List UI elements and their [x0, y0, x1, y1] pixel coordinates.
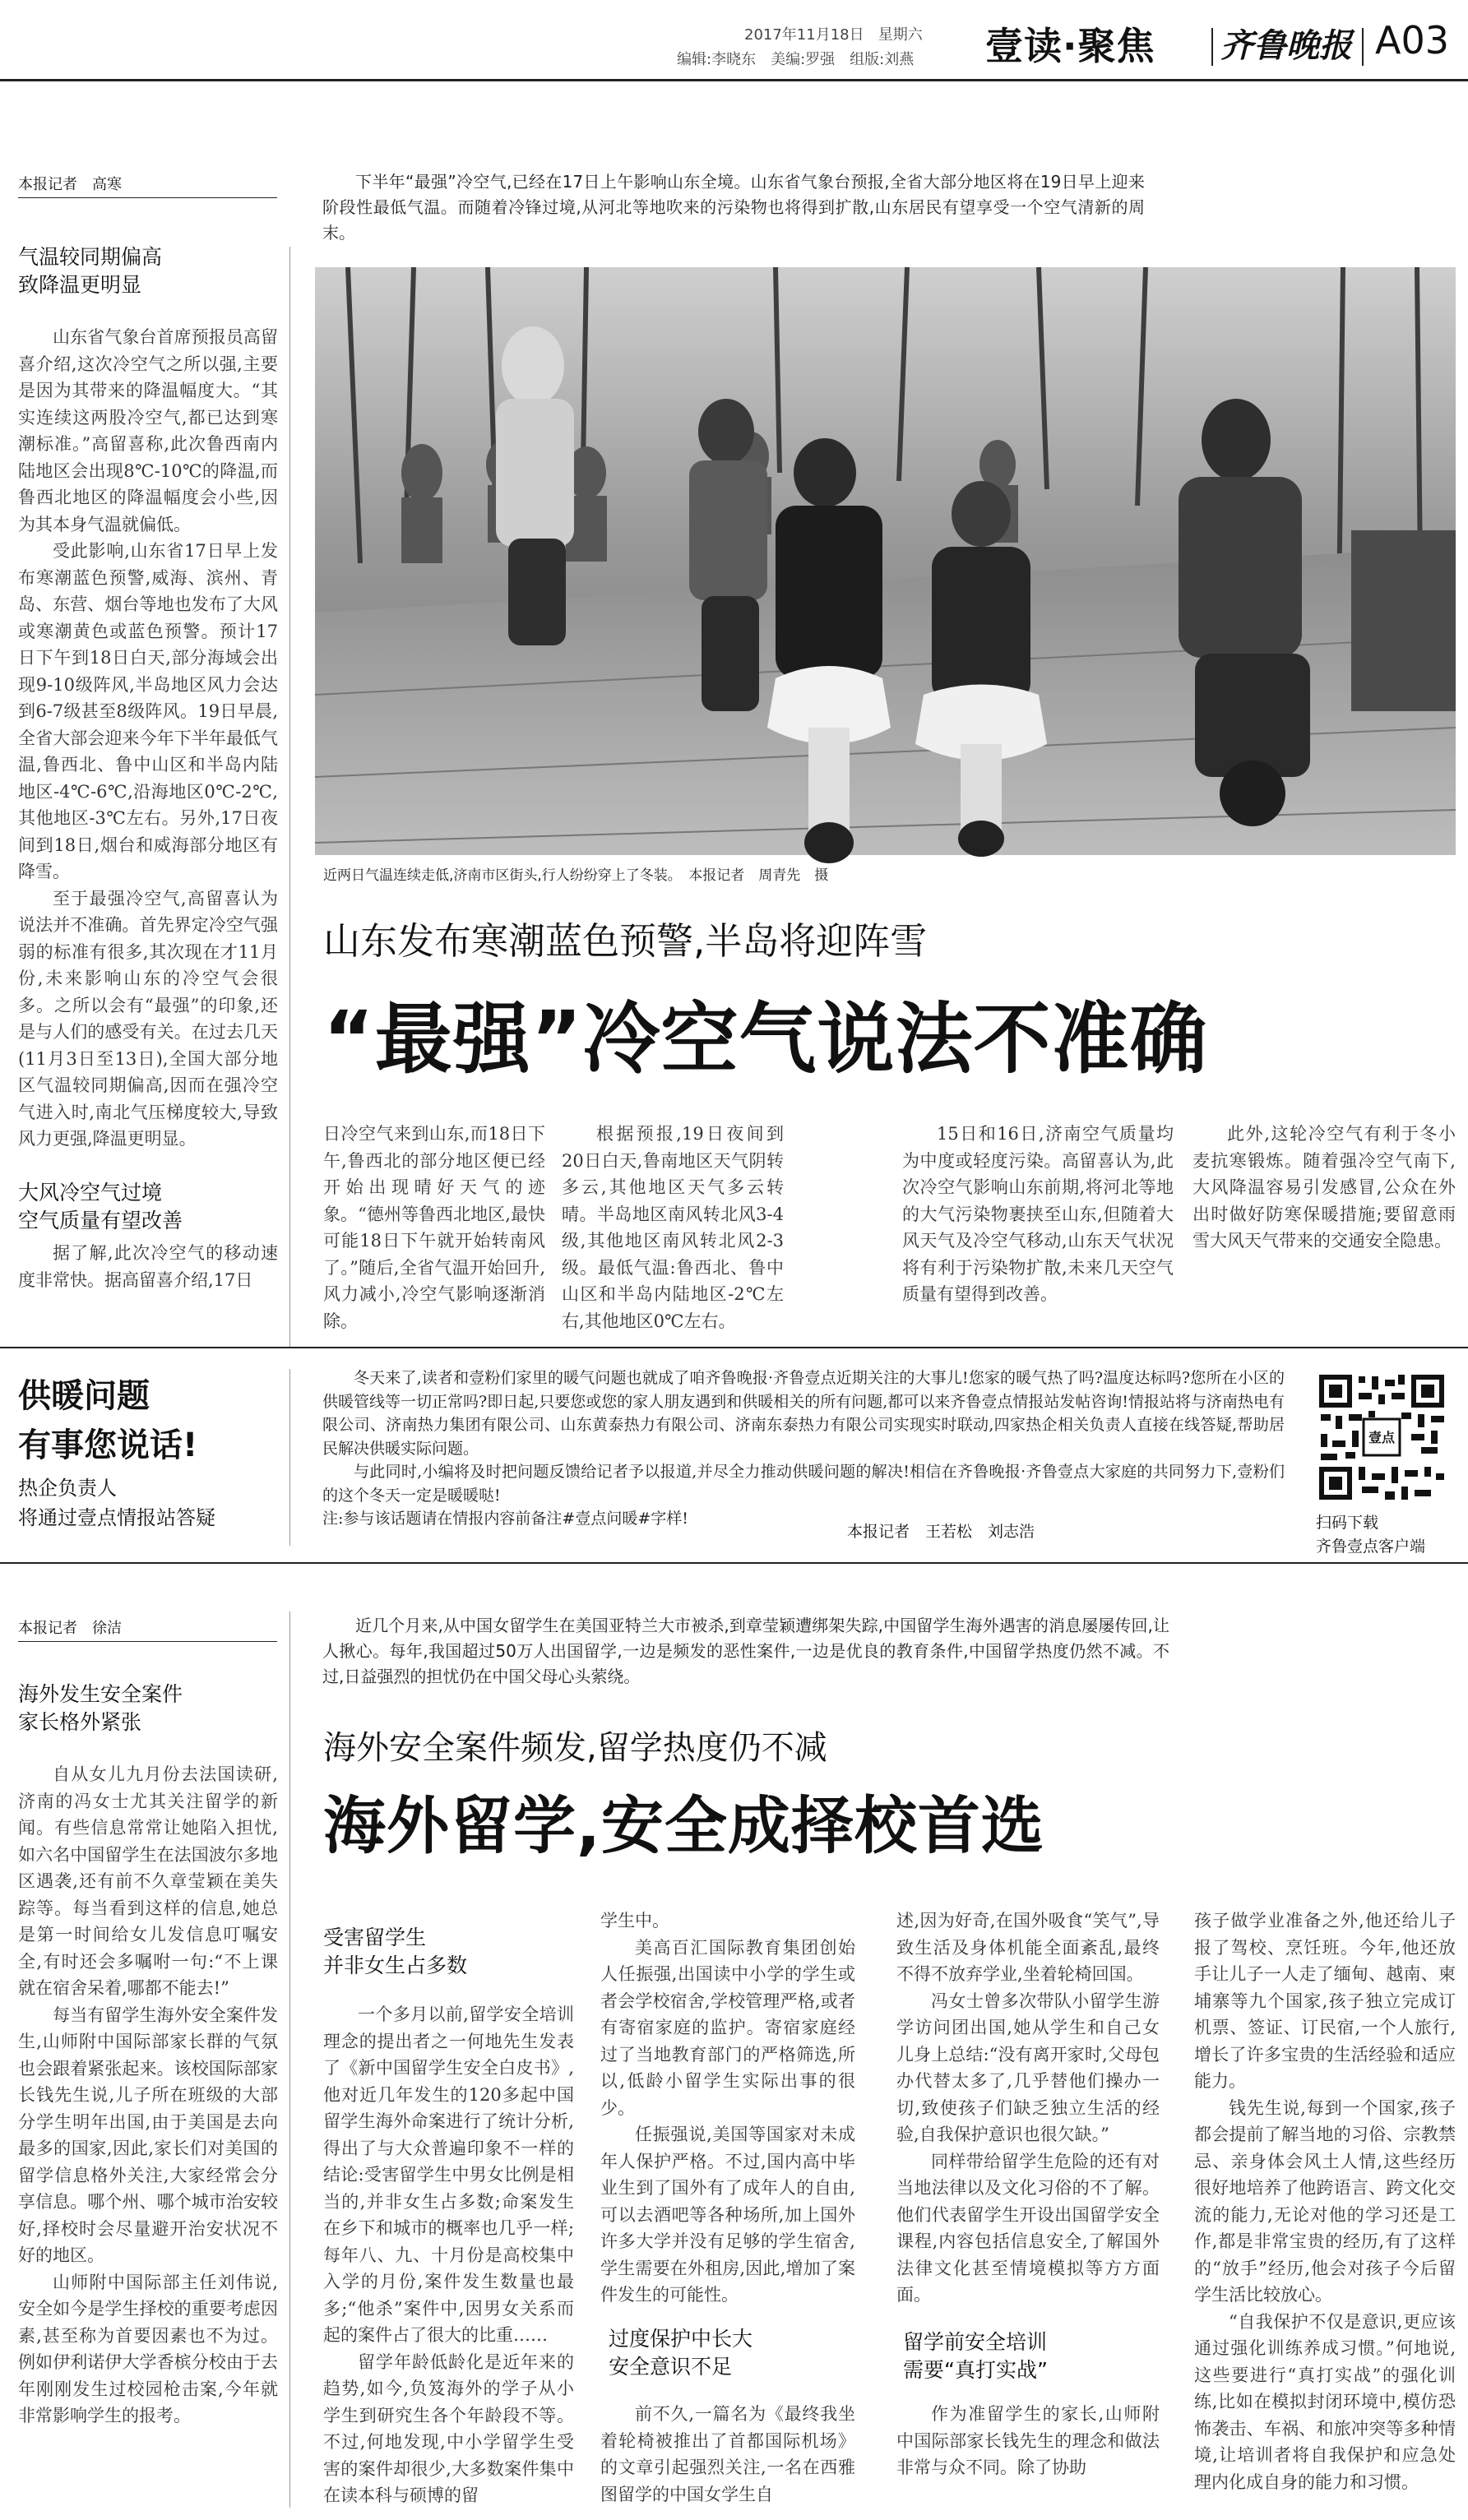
story2-col2: 一个多月以前,留学安全培训理念的提出者之一何地先生发表了《新中国留学生安全白皮书》,他对近几年发生的120多起中国留学生海外命案进行了统计分析,得出了与大众普遍印象不一样的结论:受害留学生中男女比例是相当的,并非女生占多数;命案发生在乡下和城市的概率也几乎一样;每年八、九、十月份是高校集中入学的月份,案件发生数量也最多;“他杀”案件中,因男女关系而起的案件占了很大的比重…… 留学年龄低龄化是近年来的趋势,如今,负笈海外的学子从小学生到研究生各个年龄段不等。不过,何地发现,中小学留学生受害的案件却很少,大多数案件集中在读本科与硕博的留: [323, 2004, 574, 2505]
story2-byline: 本报记者 徐洁: [18, 1620, 122, 1637]
story2-col3-subhead: 过度保护中长大 安全意识不足: [609, 2327, 753, 2379]
story1-col4: 15日和16日,济南空气质量均为中度或轻度污染。高留喜认为,此次冷空气影响山东前期,将河北等地的大气污染物裹挟至山东,但随着大风天气及冷空气移动,山东天气状况将有利于污染物扩散,未来几天空气质量有望得到改善。: [902, 1124, 1174, 1304]
issue-date: 2017年11月18日: [744, 26, 864, 44]
qr-logo: 壹点: [1368, 1430, 1396, 1445]
story2-col4-subhead: 留学前安全培训 需要“真打实战”: [903, 2330, 1048, 2382]
story1-col1: 山东省气象台首席预报员高留喜介绍,这次冷空气之所以强,主要是因为其带来的降温幅度大。“其实连续这两股冷空气,都已达到寒潮标准。”高留喜称,此次鲁西南内陆地区会出现8℃-10℃的降温,而鲁西北地区的降温幅度会小些,因为其本身气温就偏低。 受此影响,山东省17日早上发布寒潮蓝色预警,威海、滨州、青岛、东营、烟台等地也发布了大风或寒潮黄色或蓝色预警。预计17日下午到18日白天,部分海域会出现9-10级阵风,半岛地区风力会达到6-7级甚至8级阵风。19日早晨,全省大部会迎来今年下半年最低气温,鲁西北、鲁中山区和半岛内陆地区-4℃-6℃,沿海地区0℃-2℃,其他地区-3℃左右。另外,17日夜间到18日,烟台和威海部分地区有降雪。 至于最强冷空气,高留喜认为说法并不准确。首先界定冷空气强弱的标准有很多,其次现在才11月份,未来影响山东的冷空气会很多。之所以会有“最强”的印象,还是与人们的感受有关。在过去几天(11月3日至13日),全国大部分地区气温较同期偏高,因而在强冷空气进入时,南北气压梯度较大,导致风力更强,降温更明显。: [18, 327, 278, 1149]
story2-headline: 海外留学,安全成择校首选: [323, 1789, 1044, 1862]
page-number: A03: [1375, 18, 1450, 62]
story2-col1: 自从女儿九月份去法国读研,济南的冯女士尤其关注留学的新闻。有些信息常常让她陷入担忧,如六名中国留学生在法国波尔多地区遇袭,还有前不久章莹颖在美失踪等。每当看到这样的信息,她总是第一时间给女儿发信息叮嘱安全,有时还会多嘱咐一句:“不上课就在宿舍呆着,哪都不能去!” 每当有留学生海外安全案件发生,山师附中国际部家长群的气氛也会跟着紧张起来。该校国际部家长钱先生说,儿子所在班级的大部分学生明年出国,由于美国是去向最多的国家,因此,家长们对美国的留学信息格外关注,大家经常会分享信息。哪个州、哪个城市治安较好,择校时会尽量避开治安状况不好的地区。 山师附中国际部主任刘伟说,安全如今是学生择校的重要考虑因素,甚至称为首要因素也不为过。例如伊利诺伊大学香槟分校由于去年刚刚发生过校园枪击案,今年就非常影响学生的报考。: [18, 1764, 278, 2425]
story2-col2-subhead: 受害留学生 并非女生占多数: [323, 1926, 468, 1977]
heating-top-rule: [0, 1347, 1468, 1348]
story2-lede: 近几个月来,从中国女留学生在美国亚特兰大市被杀,到章莹颖遭绑架失踪,中国留学生海外遇害的消息屡屡传回,让人揪心。每年,我国超过50万人出国留学,一边是频发的恶性案件,一边是优良的教育条件,中国留学热度仍然不减。不过,日益强烈的担忧仍在中国父母心头萦绕。: [322, 1616, 1169, 1686]
photo-caption: 近两日气温连续走低,济南市区街头,行人纷纷穿上了冬装。 本报记者 周青先 摄: [323, 867, 829, 884]
heating-title: 供暖问题 有事您说话!: [18, 1377, 198, 1464]
story1-col-divider: [289, 247, 290, 1348]
story1-col1-cont: 据了解,此次冷空气的移动速度非常快。据高留喜介绍,17日: [18, 1243, 278, 1290]
header-rule: [0, 79, 1468, 81]
story2-col5: 孩子做学业准备之外,他还给儿子报了驾校、烹饪班。今年,他还放手让儿子一人走了缅甸、越南、柬埔寨等九个国家,孩子独立完成订机票、签证、订民宿,一个人旅行,增长了许多宝贵的生活经验和适应能力。 钱先生说,每到一个国家,孩子都会提前了解当地的习俗、宗教禁忌、亲身体会风土人情,这些经历很好地培养了他跨语言、跨文化交流的能力,无论对他的学习还是工作,都是非常宝贵的经历,有了这样的“放手”经历,他会对孩子今后留学生活比较放心。 “自我保护不仅是意识,更应该通过强化训练养成习惯。”何地说,这些要进行“真打实战”的强化训练,比如在模拟封闭环境中,模仿恐怖袭击、车祸、和旅冲突等多种情境,让培训者将自我保护和应急处理内化成自身的能力和习惯。: [1194, 1911, 1456, 2492]
header-divider-2: [1362, 28, 1364, 66]
story2-subhead-1: 海外发生安全案件 家长格外紧张: [18, 1682, 183, 1734]
story1-byline: 本报记者 高寒: [18, 176, 122, 193]
section-title: 壹读·聚焦: [985, 24, 1155, 68]
story1-lede: 下半年“最强”冷空气,已经在17日上午影响山东全境。山东省气象台预报,全省大部分地区将在19日早上迎来阶段性最低气温。而随着冷锋过境,从河北等地吹来的污染物也将得到扩散,山东居民有望享受一个空气清新的周末。: [322, 172, 1145, 243]
qr-code: [1316, 1371, 1447, 1503]
heating-divider-left: [289, 1369, 290, 1546]
street-photo: [315, 267, 1456, 855]
story2-col3: 学生中。 美高百汇国际教育集团创始人任振强,出国读中小学的学生或者会学校宿舍,学校管理严格,或者有寄宿家庭的监护。寄宿家庭经过了当地教育部门的严格筛选,所以,低龄小留学生实际出事的很少。 任振强说,美国等国家对未成年人保护严格。不过,国内高中毕业生到了国外有了成年人的自由,可以去酒吧等各种场所,加上国外许多大学并没有足够的学生宿舍,学生需要在外租房,因此,增加了案件发生的可能性。: [600, 1911, 855, 2305]
byline-rule-1: [18, 197, 277, 198]
story1-col3: 根据预报,19日夜间到20日白天,鲁南地区天气阴转多云,其他地区天气多云转晴。半岛地区南风转北风3-4级,其他地区南风转北风2-3级。最低气温:鲁西北、鲁中山区和半岛内陆地区-2℃左右,其他地区0℃左右。: [562, 1124, 784, 1331]
newspaper-logo: 齐鲁晚报: [1220, 26, 1352, 65]
header-date: [744, 23, 923, 44]
story2-col4: 述,因为好奇,在国外吸食“笑气”,导致生活及身体机能全面紊乱,最终不得不放弃学业,坐着轮椅回国。 冯女士曾多次带队小留学生游学访问团出国,她从学生和自己女儿身上总结:“没有离开家时,父母包办代替太多了,几乎替他们操办一切,致使孩子们缺乏独立生活的经验,自我保护意识也很欠缺。” 同样带给留学生危险的还有对当地法律以及文化习俗的不了解。他们代表留学生开设出国留学安全课程,内容包括信息安全,了解国外法律文化甚至情境模拟等方方面面。: [896, 1911, 1160, 2305]
header-divider-1: [1211, 28, 1213, 66]
heating-bottom-rule: [0, 1562, 1468, 1564]
story2-col4-cont: 作为准留学生的家长,山师附中国际部家长钱先生的理念和做法非常与众不同。除了协助: [896, 2404, 1160, 2477]
story1-col2: 日冷空气来到山东,而18日下午,鲁西北的部分地区便已经开始出现晴好天气的迹象。“德州等鲁西北地区,最快可能18日下午就开始转南风了。”随后,全省气温开始回升,风力减小,冷空气影响逐渐消除。: [323, 1124, 545, 1331]
story2-kicker: 海外安全案件频发,留学热度仍不减: [323, 1729, 827, 1767]
story1-subhead-1: 气温较同期偏高 致降温更明显: [18, 245, 163, 297]
story1-kicker: 山东发布寒潮蓝色预警,半岛将迎阵雪: [323, 919, 928, 963]
story1-headline: “最强”冷空气说法不准确: [323, 995, 1208, 1084]
story1-col5: 此外,这轮冷空气有利于冬小麦抗寒锻炼。随着强冷空气南下,大风降温容易引发感冒,公众在外出时做好防寒保暖措施;要留意雨雪大风天气带来的交通安全隐患。: [1192, 1124, 1456, 1251]
story2-col3-cont: 前不久,一篇名为《最终我坐着轮椅被推出了首都国际机场》的文章引起强烈关注,一名在西雅图留学的中国女学生自: [600, 2404, 855, 2504]
heating-byline: 本报记者 王若松 刘志浩: [847, 1523, 1035, 1541]
heating-subtitle: 热企负责人 将通过壹点情报站答疑: [18, 1477, 215, 1529]
heating-text: 冬天来了,读者和壹粉们家里的暖气问题也就成了咱齐鲁晚报·齐鲁壹点近期关注的大事儿!您家的暖气热了吗?温度达标吗?您所在小区的供暖管线等一切正常吗?即日起,只要您或您的家人朋友遇到和供暖相关的所有问题,都可以来齐鲁壹点情报站发帖咨询!情报站将与济南热电有限公司、济南热力集团有限公司、山东黄泰热力有限公司、济南东泰热力有限公司实现实时联动,四家热企相关负责人直接在线答疑,帮助居民解决供暖实际问题。 与此同时,小编将及时把问题反馈给记者予以报道,并尽全力推动供暖问题的解决!相信在齐鲁晚报·齐鲁壹点大家庭的共同努力下,壹粉们的这个冬天一定是暖暖哒! 注:参与该话题请在情报内容前备注#壹点问暖#字样!: [322, 1369, 1285, 1528]
qr-caption: 扫码下载 齐鲁壹点客户端: [1316, 1514, 1426, 1556]
story1-subhead-2: 大风冷空气过境 空气质量有望改善: [18, 1181, 183, 1232]
header-editors: 编辑:李晓东 美编:罗强 组版:刘燕: [677, 51, 915, 68]
story2-col-divider: [289, 1611, 290, 2508]
issue-weekday: 星期六: [878, 26, 923, 44]
byline-rule-2: [18, 1641, 277, 1642]
